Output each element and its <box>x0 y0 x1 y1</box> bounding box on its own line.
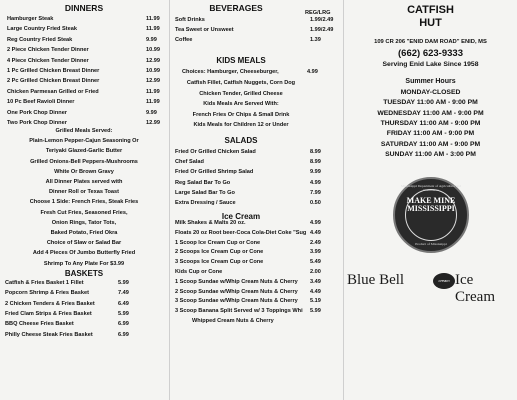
dinner-note: Onion Rings, Tator Tots, <box>51 219 117 226</box>
dinner-note: Baked Potato, Fried Okra <box>50 230 118 236</box>
dinner-item-price: 11.99 <box>146 16 160 22</box>
salad-item-price: 9.99 <box>310 169 321 176</box>
ice-cream-item <box>175 220 321 226</box>
restaurant-name: CATFISH <box>407 4 454 16</box>
beverage-item <box>175 17 334 23</box>
dinner-note: Fresh Cut Fries, Seasoned Fries, <box>40 209 128 216</box>
address: 109 CR 206 "ENID DAM ROAD" ENID, MS <box>374 39 487 45</box>
salad-item-price: 0.50 <box>310 200 321 206</box>
dinner-note: Shrimp To Any Plate For $3.99 <box>43 260 125 267</box>
kids-note: French Fries Or Chips & Small Drink <box>192 111 290 118</box>
ice-cream-item-price: 4.99 <box>310 220 321 226</box>
ice-cream-item <box>175 308 321 315</box>
ice-cream-item-price: 2.49 <box>310 239 321 246</box>
beverage-item-price: 1.99/2.49 <box>310 17 334 23</box>
dinner-item-price: 9.99 <box>146 36 157 43</box>
basket-item <box>5 331 129 338</box>
beverage-item-price: 1.39 <box>310 37 321 43</box>
ice-cream-item <box>175 259 321 266</box>
salad-item <box>175 169 321 176</box>
brand-left: Blue Bell <box>347 272 405 288</box>
seal-top-text: Mississippi Department of Agriculture and Commerce <box>401 184 461 192</box>
salad-item <box>175 200 321 206</box>
basket-item-name: Catfish & Fries Basket 1 Fillet <box>5 280 84 286</box>
ice-cream-item <box>175 269 321 275</box>
dinner-item-name: 4 Piece Chicken Tender Dinner <box>7 57 89 64</box>
beverage-item-price: 1.99/2.49 <box>310 27 334 33</box>
ice-cream-item-name: 3 Scoop Sundae w/Whip Cream Nuts & Cherry <box>175 298 298 305</box>
kids-choices: Choices: Hamburger, Cheeseburger, 4.99 <box>182 69 318 75</box>
basket-item <box>5 321 129 328</box>
ice-cream-item-price: 4.49 <box>310 229 321 236</box>
salad-item-price: 4.99 <box>310 179 321 186</box>
dinners-heading: DINNERS <box>64 3 104 13</box>
dinner-note: All Dinner Plates served with <box>45 179 123 185</box>
salad-item-price: 8.99 <box>310 159 321 166</box>
hours-line: MONDAY-CLOSED <box>400 89 461 96</box>
dinner-item-name: Large Country Fried Steak <box>7 26 77 33</box>
ice-cream-item-price: 2.00 <box>310 269 321 275</box>
salad-item-name: Fried Or Grilled Chicken Salad <box>175 149 256 155</box>
seal-main-text: MAKE MINE MISSISSIPPI <box>406 196 456 213</box>
dinner-item-name: Hamburger Steak <box>7 16 54 22</box>
restaurant-name-2: HUT <box>419 17 442 29</box>
dinner-note: Grilled Meals Served: <box>55 128 113 134</box>
blue-bell-logo <box>347 272 517 305</box>
dinner-item-name: 2 Pc Grilled Chicken Breast Dinner <box>7 78 100 85</box>
hours-line: TUESDAY 11:00 AM - 9:00 PM <box>383 99 478 107</box>
dinner-note: Teriyaki Glazed-Garlic Butter <box>45 148 123 155</box>
dinner-item-name: Reg Country Fried Steak <box>7 36 73 43</box>
tagline: Serving Enid Lake Since 1958 <box>382 61 479 68</box>
ice-cream-item-name: Whipped Cream Nuts & Cherry <box>192 318 274 324</box>
basket-item <box>5 280 129 286</box>
brand-emblem: cream <box>433 273 455 289</box>
beverages-heading: BEVERAGES <box>209 3 263 13</box>
phone: (662) 623-9333 <box>398 48 463 59</box>
ice-cream-item-price: 5.49 <box>310 259 321 266</box>
kids-heading: KIDS MEALS <box>216 56 266 65</box>
dinner-item-price: 10.99 <box>146 68 160 74</box>
brand-right: Ice Cream <box>455 272 495 305</box>
dinner-item-price: 12.99 <box>146 120 160 126</box>
basket-item-price: 6.99 <box>118 321 129 328</box>
make-mine-mississippi-seal <box>393 177 469 253</box>
salad-item <box>175 149 321 155</box>
basket-item-price: 7.49 <box>118 290 129 297</box>
dinner-item-price: 10.99 <box>146 47 160 54</box>
ice-cream-item-name: Milk Shakes & Malts 20 oz. <box>175 220 246 226</box>
salad-item-name: Reg Salad Bar To Go <box>175 179 231 186</box>
dinner-note: Grilled Onions-Bell Peppers-Mushrooms <box>30 158 138 165</box>
dinner-note: Plain-Lemon Pepper-Cajun Seasoning Or <box>29 138 139 145</box>
beverage-item-name: Soft Drinks <box>175 17 205 23</box>
basket-item <box>5 310 129 317</box>
dinner-item <box>7 99 160 106</box>
dinner-item <box>7 47 160 54</box>
salad-item-price: 8.99 <box>310 149 321 155</box>
dinner-note: White Or Brown Gravy <box>54 168 114 175</box>
dinner-item-price: 12.99 <box>146 78 160 85</box>
hours-line: WEDNESDAY 11:00 AM - 9:00 PM <box>377 109 484 117</box>
ice-cream-heading: Ice Cream <box>221 212 261 221</box>
salad-item-name: Large Salad Bar To Go <box>175 189 235 196</box>
dinner-item <box>7 36 157 43</box>
ice-cream-item-name: 3 Scoop Banana Split Served w/ 3 Toppings Whi <box>175 308 303 315</box>
ice-cream-item-price: 3.99 <box>310 249 321 256</box>
dinner-item <box>7 120 160 126</box>
beverage-item <box>175 37 321 43</box>
ice-cream-item <box>175 229 321 236</box>
salad-item <box>175 179 321 186</box>
hours-title: Summer Hours <box>405 78 456 85</box>
dinner-item <box>7 68 160 74</box>
ice-cream-item-price: 3.49 <box>310 278 321 285</box>
ice-cream-item-name: 2 Scoop Sundae w/Whip Cream Nuts & Cherry <box>175 288 298 295</box>
dinner-note: Dinner Roll or Texas Toast <box>48 189 120 196</box>
basket-item <box>5 290 129 297</box>
hours-line: THURSDAY 11:00 AM - 9:00 PM <box>380 119 481 127</box>
dinner-item-name: 10 Pc Beef Ravioli Dinner <box>7 99 75 106</box>
basket-item-name: BBQ Cheese Fries Basket <box>5 321 74 328</box>
basket-item-price: 6.99 <box>118 331 129 338</box>
hours-line: SATURDAY 11:00 AM - 9:00 PM <box>380 140 481 148</box>
ice-cream-item-name: 1 Scoop Sundae w/Whip Cream Nuts & Cherry <box>175 278 298 285</box>
salads-heading: SALADS <box>224 136 258 145</box>
dinner-item-price: 12.99 <box>146 57 160 64</box>
dinner-item-name: One Pork Chop Dinner <box>7 109 67 116</box>
salad-item-name: Chef Salad <box>175 159 204 166</box>
dinner-note: Choose 1 Side: French Fries, Steak Fries <box>29 199 139 206</box>
dinner-item-name: 1 Pc Grilled Chicken Breast Dinner <box>7 68 100 74</box>
ice-cream-item <box>175 298 321 305</box>
ice-cream-item-price: 5.99 <box>310 308 321 315</box>
salad-item <box>175 159 321 166</box>
ice-cream-item-name: 3 Scoops Ice Cream Cup or Cone <box>175 259 264 266</box>
salad-item-name: Fried Or Grilled Shrimp Salad <box>175 169 254 176</box>
ice-cream-item-name: 2 Scoops Ice Cream Cup or Cone <box>175 249 264 256</box>
basket-item-name: Philly Cheese Steak Fries Basket <box>5 331 93 338</box>
ice-cream-item <box>175 278 321 285</box>
salad-item-name: Extra Dressing / Sauce <box>175 200 236 206</box>
dinner-item-name: Chicken Parmesan Grilled or Fried <box>7 88 99 95</box>
basket-item <box>5 300 129 307</box>
basket-item-name: 2 Chicken Tenders & Fries Basket <box>5 300 95 307</box>
middle-panel <box>170 0 342 400</box>
basket-item-name: Fried Clam Strips & Fries Basket <box>5 310 92 317</box>
kids-note: Kids Meals Are Served With: <box>203 101 279 107</box>
dinner-item <box>7 57 160 64</box>
ice-cream-item-price: 5.19 <box>310 298 321 305</box>
dinner-item-price: 11.99 <box>146 88 160 95</box>
dinner-item <box>7 26 160 33</box>
salad-item-price: 7.99 <box>310 189 321 196</box>
dinner-note: Choice of Slaw or Salad Bar <box>46 240 122 247</box>
basket-item-price: 6.49 <box>118 300 129 307</box>
baskets-heading: BASKETS <box>64 269 104 278</box>
basket-item-price: 5.99 <box>118 280 129 286</box>
dinner-item-price: 11.99 <box>146 99 160 106</box>
kids-note: Catfish Fillet, Catfish Nuggets, Corn Dog <box>186 80 296 86</box>
ice-cream-item-name: Floats 20 oz Root beer-Coca Cola-Diet Coke "Sug <box>175 229 307 236</box>
ice-cream-item <box>175 288 321 295</box>
dinner-item <box>7 88 160 95</box>
dinner-note: Add 4 Pieces Of Jumbo Butterfly Fried <box>32 250 136 257</box>
dinner-item-price: 9.99 <box>146 109 157 116</box>
dinner-item-price: 11.99 <box>146 26 160 33</box>
dinner-item <box>7 109 157 116</box>
ice-cream-item-price: 4.49 <box>310 288 321 295</box>
ice-cream-item <box>175 239 321 246</box>
ice-cream-item-name: Kids Cup or Cone <box>175 269 223 275</box>
kids-note: Chicken Tender, Grilled Cheese <box>199 90 283 97</box>
beverage-item-name: Tea Sweet or Unsweet <box>175 27 234 33</box>
dinner-item-name: Two Pork Chop Dinner <box>7 120 67 126</box>
ice-cream-item <box>192 318 274 324</box>
dinner-item <box>7 16 160 22</box>
dinner-item <box>7 78 160 85</box>
basket-item-name: Popcorn Shrimp & Fries Basket <box>5 290 89 297</box>
beverages-size-header: REG/LRG <box>305 10 331 16</box>
hours-line: FRIDAY 11:00 AM - 9:00 PM <box>386 130 475 138</box>
seal-bottom-text: Product of Mississippi <box>415 242 447 246</box>
basket-item-price: 5.99 <box>118 310 129 317</box>
salad-item <box>175 189 321 196</box>
kids-note: Kids Meals for Children 12 or Under <box>193 122 289 128</box>
beverage-item-name: Coffee <box>175 37 193 43</box>
beverage-item <box>175 27 334 33</box>
ice-cream-item <box>175 249 321 256</box>
ice-cream-item-name: 1 Scoop Ice Cream Cup or Cone <box>175 239 261 246</box>
dinner-item-name: 2 Piece Chicken Tender Dinner <box>7 47 89 54</box>
hours-line: SUNDAY 11:00 AM - 3:00 PM <box>385 150 476 158</box>
